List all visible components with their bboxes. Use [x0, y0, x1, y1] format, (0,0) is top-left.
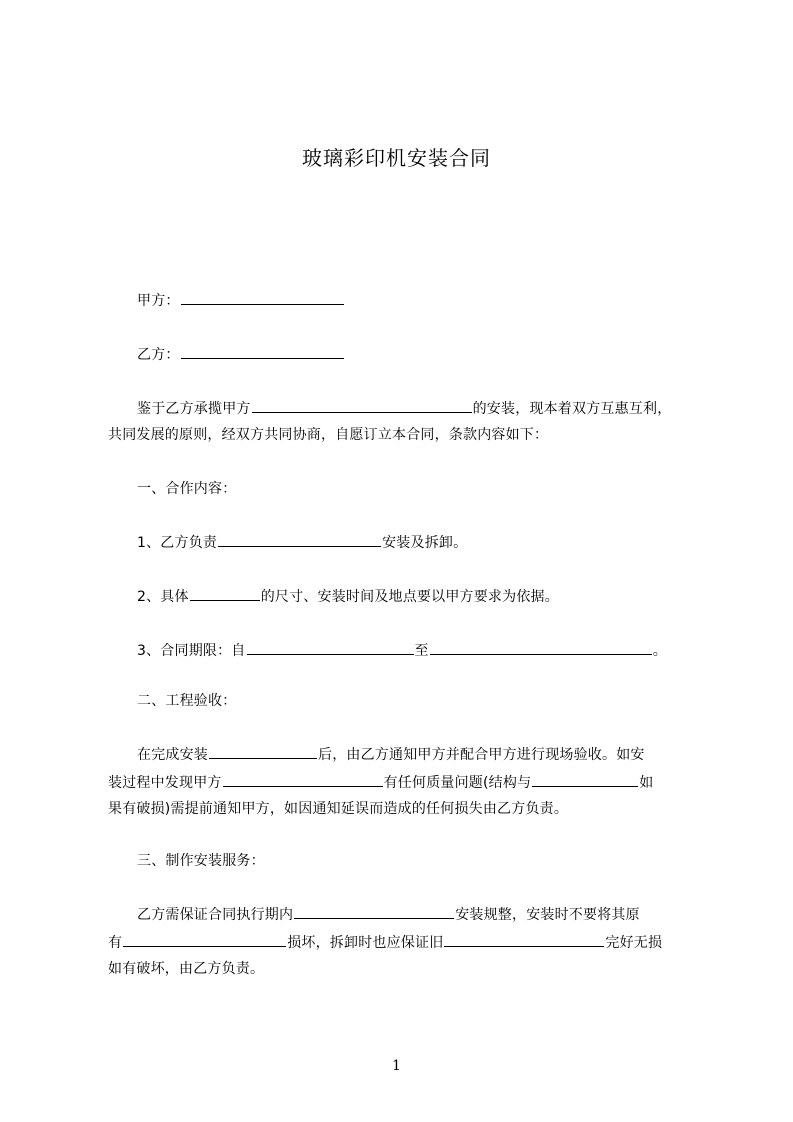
section-1-item-2 — [137, 586, 559, 607]
section-1-heading: 一、合作内容： — [137, 481, 237, 497]
section-2-text-2: 后，由乙方通知甲方并配合甲方进行现场验收。如安 — [318, 747, 645, 763]
party-a-item-blank[interactable] — [223, 772, 383, 787]
item-1-text-2: 安装及拆卸。 — [382, 535, 468, 551]
section-3-line-1 — [137, 904, 640, 925]
party-b-line — [137, 344, 345, 365]
section-3-text-1: 乙方需保证合同执行期内 — [137, 907, 294, 923]
section-3-text-4: 损坏，拆卸时也应保证旧 — [287, 935, 444, 951]
intro-text-3: 共同发展的原则，经双方共同协商，自愿订立本合同，条款内容如下： — [108, 427, 549, 443]
section-2-text-5: 如 — [639, 775, 654, 791]
intro-line-2 — [108, 425, 548, 445]
item-1-blank[interactable] — [218, 532, 381, 547]
item-3-text-1: 3、合同期限：自 — [137, 643, 246, 659]
item-1-text-1: 1、乙方负责 — [137, 535, 218, 551]
period-item-blank[interactable] — [294, 904, 454, 919]
section-3-text-2: 安装规整，安装时不要将其原 — [455, 907, 640, 923]
item-3-text-3: 。 — [652, 643, 667, 659]
party-b-label: 乙方： — [137, 347, 180, 363]
section-1-item-1 — [137, 532, 467, 553]
end-date-blank[interactable] — [430, 640, 652, 655]
section-2-line-3 — [108, 799, 568, 819]
section-3-heading: 三、制作安装服务： — [137, 853, 265, 869]
section-2-text-6: 果有破损)需提前通知甲方，如因通知延误而造成的任何损失由乙方负责。 — [108, 801, 569, 817]
section-3-line-3 — [108, 959, 264, 979]
old-item-blank[interactable] — [444, 932, 604, 947]
item-3-text-2: 至 — [414, 643, 429, 659]
item-2-text-2: 的尺寸、安装时间及地点要以甲方要求为依据。 — [260, 589, 559, 605]
structure-blank[interactable] — [532, 772, 638, 787]
section-3-text-5: 完好无损 — [605, 935, 663, 951]
section-2-text-4: 有任何质量问题(结构与 — [383, 775, 532, 791]
section-3-line-2 — [108, 932, 662, 953]
install-item-blank[interactable] — [209, 744, 317, 759]
section-2-heading: 二、工程验收： — [137, 693, 237, 709]
section-1-item-3 — [137, 640, 667, 661]
item-2-text-1: 2、具体 — [137, 589, 189, 605]
party-a-label: 甲方： — [137, 293, 180, 309]
section-3-text-3: 有 — [108, 935, 123, 951]
section-3-text-6: 如有破坏，由乙方负责。 — [108, 961, 265, 977]
party-b-blank[interactable] — [181, 344, 344, 359]
intro-line-1 — [137, 398, 671, 419]
original-item-blank[interactable] — [123, 932, 286, 947]
document-title: 玻璃彩印机安装合同 — [302, 146, 491, 170]
section-2-text-3: 装过程中发现甲方 — [108, 775, 222, 791]
party-a-line — [137, 290, 345, 311]
intro-text-1: 鉴于乙方承揽甲方 — [137, 401, 251, 417]
party-a-blank[interactable] — [181, 290, 344, 305]
section-2-text-1: 在完成安装 — [137, 747, 208, 763]
project-blank[interactable] — [252, 398, 472, 413]
section-2-line-1 — [137, 744, 645, 765]
section-2-line-2 — [108, 772, 653, 793]
page-number: 1 — [392, 1058, 401, 1074]
intro-text-2: 的安装，现本着双方互惠互利， — [472, 401, 672, 417]
start-date-blank[interactable] — [247, 640, 414, 655]
item-2-blank[interactable] — [190, 586, 260, 601]
